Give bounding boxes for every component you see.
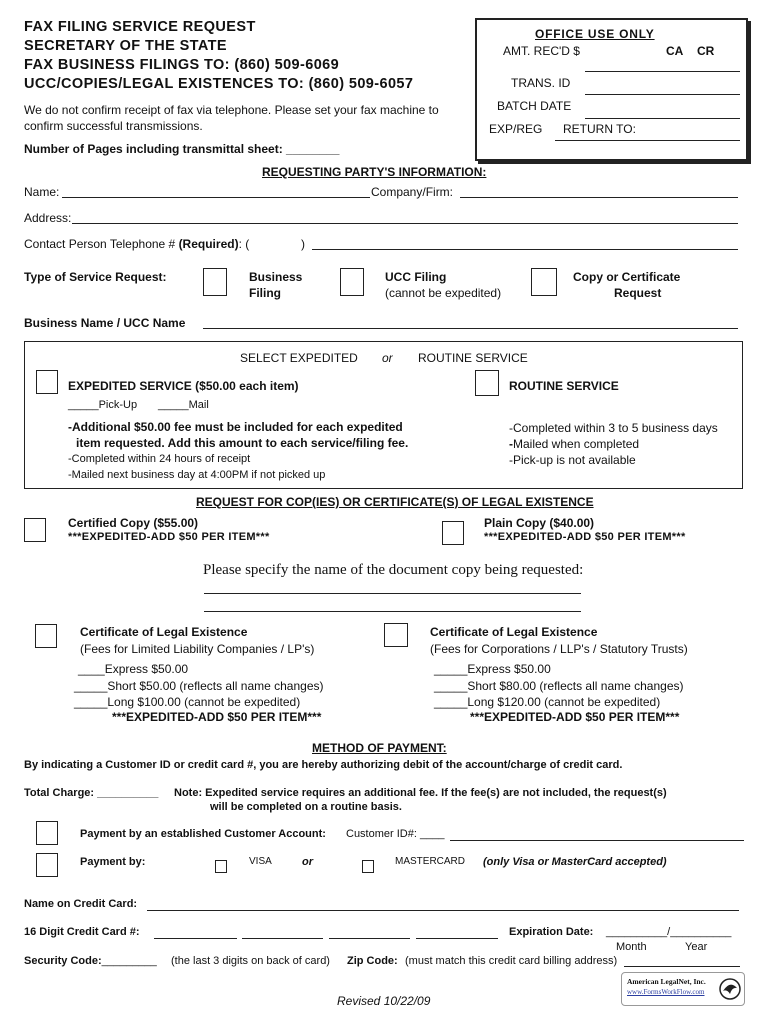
business-filing-checkbox[interactable] — [203, 268, 227, 296]
expedited-fee-note-1: -Additional $50.00 fee must be included for each expedited — [68, 420, 403, 434]
card-or-text: or — [302, 856, 313, 868]
business-filing-label-2: Filing — [249, 286, 281, 300]
required-marker: (Required) — [178, 237, 239, 251]
corp-short-option[interactable]: _____Short $80.00 (reflects all name changes) — [434, 679, 684, 693]
security-code-note: (the last 3 digits on back of card) — [171, 955, 330, 967]
business-name-field[interactable] — [203, 328, 738, 329]
expedited-fee-note-2: item requested. Add this amount to each service/filing fee. — [76, 436, 409, 450]
routine-title: ROUTINE SERVICE — [509, 379, 619, 393]
ucc-filing-note: (cannot be expedited) — [385, 286, 502, 300]
document-name-field-2[interactable] — [204, 611, 581, 612]
zip-code-label: Zip Code: — [347, 955, 398, 967]
card-name-field[interactable] — [147, 910, 739, 911]
card-number-group-4[interactable] — [416, 938, 498, 939]
office-return-line — [555, 140, 740, 141]
office-cr-label: CR — [697, 44, 715, 58]
office-return-label: RETURN TO: — [563, 122, 636, 136]
zip-code-field[interactable] — [624, 966, 740, 967]
certified-copy-label: Certified Copy ($55.00) — [68, 516, 199, 530]
copies-title: REQUEST FOR COP(IES) OR CERTIFICATE(S) OF LEGAL EXISTENCE — [196, 495, 594, 509]
phone-close-paren: ) — [301, 237, 305, 251]
ucc-filing-checkbox[interactable] — [340, 268, 364, 296]
visa-label: VISA — [249, 856, 272, 867]
legalnet-logo-url: www.FormsWorkFlow.com — [627, 988, 705, 996]
corp-certificate-title: Certificate of Legal Existence — [430, 625, 598, 639]
pages-count-field[interactable]: Number of Pages including transmittal sheet: ________ — [24, 142, 340, 156]
total-charge-field[interactable]: Total Charge: __________ — [24, 787, 159, 799]
address-field[interactable] — [72, 223, 738, 224]
office-batch-label: BATCH DATE — [497, 99, 572, 113]
routine-checkbox[interactable] — [475, 370, 499, 396]
copy-certificate-checkbox[interactable] — [531, 268, 557, 296]
accepted-cards-note: (only Visa or MasterCard accepted) — [483, 856, 667, 868]
card-number-group-1[interactable] — [154, 938, 237, 939]
certified-copy-expedite: ***EXPEDITED-ADD $50 PER ITEM*** — [68, 531, 270, 543]
payment-title: METHOD OF PAYMENT: — [312, 741, 447, 755]
zip-code-note: (must match this credit card billing address) — [405, 955, 618, 967]
card-name-label: Name on Credit Card: — [24, 898, 138, 910]
company-field[interactable] — [460, 197, 738, 198]
payment-note-1: Note: Expedited service requires an additional fee. If the fee(s) are not included, the request(s) — [174, 787, 667, 799]
eagle-logo-icon — [718, 976, 742, 1002]
expedited-note-4: -Mailed next business day at 4:00PM if not picked up — [68, 469, 326, 481]
contact-phone-field[interactable] — [312, 249, 738, 250]
fax-note-line1: We do not confirm receipt of fax via telephone. Please set your fax machine to — [24, 103, 439, 117]
customer-id-field[interactable] — [450, 840, 744, 841]
business-filing-label-1: Business — [249, 270, 303, 284]
llc-expedite-note: ***EXPEDITED-ADD $50 PER ITEM*** — [112, 710, 322, 724]
routine-note-1: -Completed within 3 to 5 business days — [509, 421, 718, 435]
customer-id-label: Customer ID#: ____ — [346, 828, 445, 840]
office-amt-line — [585, 71, 740, 72]
corp-express-option[interactable]: _____Express $50.00 — [434, 662, 551, 676]
select-expedited-text: SELECT EXPEDITED — [240, 351, 358, 365]
office-batch-line — [585, 118, 740, 119]
security-code-field[interactable]: _________ — [101, 955, 157, 967]
routine-note-2: -Mailed when completed — [509, 437, 640, 451]
contact-phone-label: Contact Person Telephone # (Required): ( — [24, 237, 250, 251]
mastercard-label: MASTERCARD — [395, 856, 466, 867]
expiration-year-label: Year — [685, 941, 708, 953]
pickup-option[interactable]: _____Pick-Up — [68, 399, 138, 411]
copy-certificate-label-1: Copy or Certificate — [573, 270, 681, 284]
payment-by-label: Payment by: — [80, 856, 146, 868]
copy-certificate-label-2: Request — [614, 286, 662, 300]
llc-express-option[interactable]: ____Express $50.00 — [78, 662, 189, 676]
select-or-text: or — [382, 351, 393, 365]
office-ca-label: CA — [666, 44, 684, 58]
plain-copy-expedite: ***EXPEDITED-ADD $50 PER ITEM*** — [484, 531, 686, 543]
office-trans-label: TRANS. ID — [511, 76, 571, 90]
payment-note-2: will be completed on a routine basis. — [210, 801, 402, 813]
expedited-title: EXPEDITED SERVICE ($50.00 each item) — [68, 379, 299, 393]
plain-copy-label: Plain Copy ($40.00) — [484, 516, 595, 530]
mastercard-checkbox[interactable] — [362, 860, 374, 873]
header-title-2: SECRETARY OF THE STATE — [24, 38, 227, 54]
expiration-field[interactable]: __________/__________ — [606, 926, 732, 938]
document-specify-label: Please specify the name of the document copy being requested: — [203, 562, 584, 578]
legalnet-logo — [621, 972, 745, 1006]
llc-short-option[interactable]: _____Short $50.00 (reflects all name changes) — [74, 679, 324, 693]
card-number-group-3[interactable] — [329, 938, 410, 939]
document-name-field-1[interactable] — [204, 593, 581, 594]
header-fax-business: FAX BUSINESS FILINGS TO: (860) 509-6069 — [24, 57, 340, 73]
business-name-label: Business Name / UCC Name — [24, 316, 186, 330]
visa-checkbox[interactable] — [215, 860, 227, 873]
corp-long-option[interactable]: _____Long $120.00 (cannot be expedited) — [434, 695, 661, 709]
name-field[interactable] — [62, 197, 370, 198]
legalnet-logo-name: American LegalNet, Inc. — [627, 977, 706, 986]
revised-date: Revised 10/22/09 — [337, 994, 431, 1008]
certified-copy-checkbox[interactable] — [24, 518, 46, 542]
expedited-checkbox[interactable] — [36, 370, 58, 394]
llc-certificate-checkbox[interactable] — [35, 624, 57, 648]
plain-copy-checkbox[interactable] — [442, 521, 464, 545]
office-use-title: OFFICE USE ONLY — [535, 27, 655, 41]
company-label: Company/Firm: — [371, 185, 454, 199]
fax-note-line2: confirm successful transmissions. — [24, 119, 203, 133]
requesting-title: REQUESTING PARTY'S INFORMATION: — [262, 165, 487, 179]
llc-certificate-title: Certificate of Legal Existence — [80, 625, 248, 639]
office-trans-line — [585, 94, 740, 95]
office-amt-label: AMT. REC'D $ — [503, 44, 580, 58]
card-number-group-2[interactable] — [242, 938, 323, 939]
header-title-1: FAX FILING SERVICE REQUEST — [24, 19, 256, 35]
expedited-note-3: -Completed within 24 hours of receipt — [68, 453, 251, 465]
llc-long-option[interactable]: _____Long $100.00 (cannot be expedited) — [74, 695, 301, 709]
card-number-label: 16 Digit Credit Card #: — [24, 926, 140, 938]
llc-certificate-sub: (Fees for Limited Liability Companies / LP's) — [80, 642, 315, 656]
security-code-row: Security Code:_________ — [24, 955, 157, 967]
customer-account-label: Payment by an established Customer Account: — [80, 828, 326, 840]
header-fax-ucc: UCC/COPIES/LEGAL EXISTENCES TO: (860) 509-6057 — [24, 76, 414, 92]
customer-account-checkbox[interactable] — [36, 821, 58, 845]
credit-card-checkbox[interactable] — [36, 853, 58, 877]
office-exp-label: EXP/REG — [489, 122, 543, 136]
payment-authorization: By indicating a Customer ID or credit card #, you are hereby authorizing debit of the account/charge of credit card. — [24, 759, 623, 771]
name-label: Name: — [24, 185, 60, 199]
corp-certificate-sub: (Fees for Corporations / LLP's / Statutory Trusts) — [430, 642, 688, 656]
expiration-label: Expiration Date: — [509, 926, 594, 938]
select-routine-text: ROUTINE SERVICE — [418, 351, 528, 365]
corp-certificate-checkbox[interactable] — [384, 623, 408, 647]
address-label: Address: — [24, 211, 72, 225]
mail-option[interactable]: _____Mail — [158, 399, 209, 411]
ucc-filing-label: UCC Filing — [385, 270, 447, 284]
expiration-month-label: Month — [616, 941, 647, 953]
corp-expedite-note: ***EXPEDITED-ADD $50 PER ITEM*** — [470, 710, 680, 724]
service-type-label: Type of Service Request: — [24, 270, 167, 284]
routine-note-3: -Pick-up is not available — [509, 453, 636, 467]
